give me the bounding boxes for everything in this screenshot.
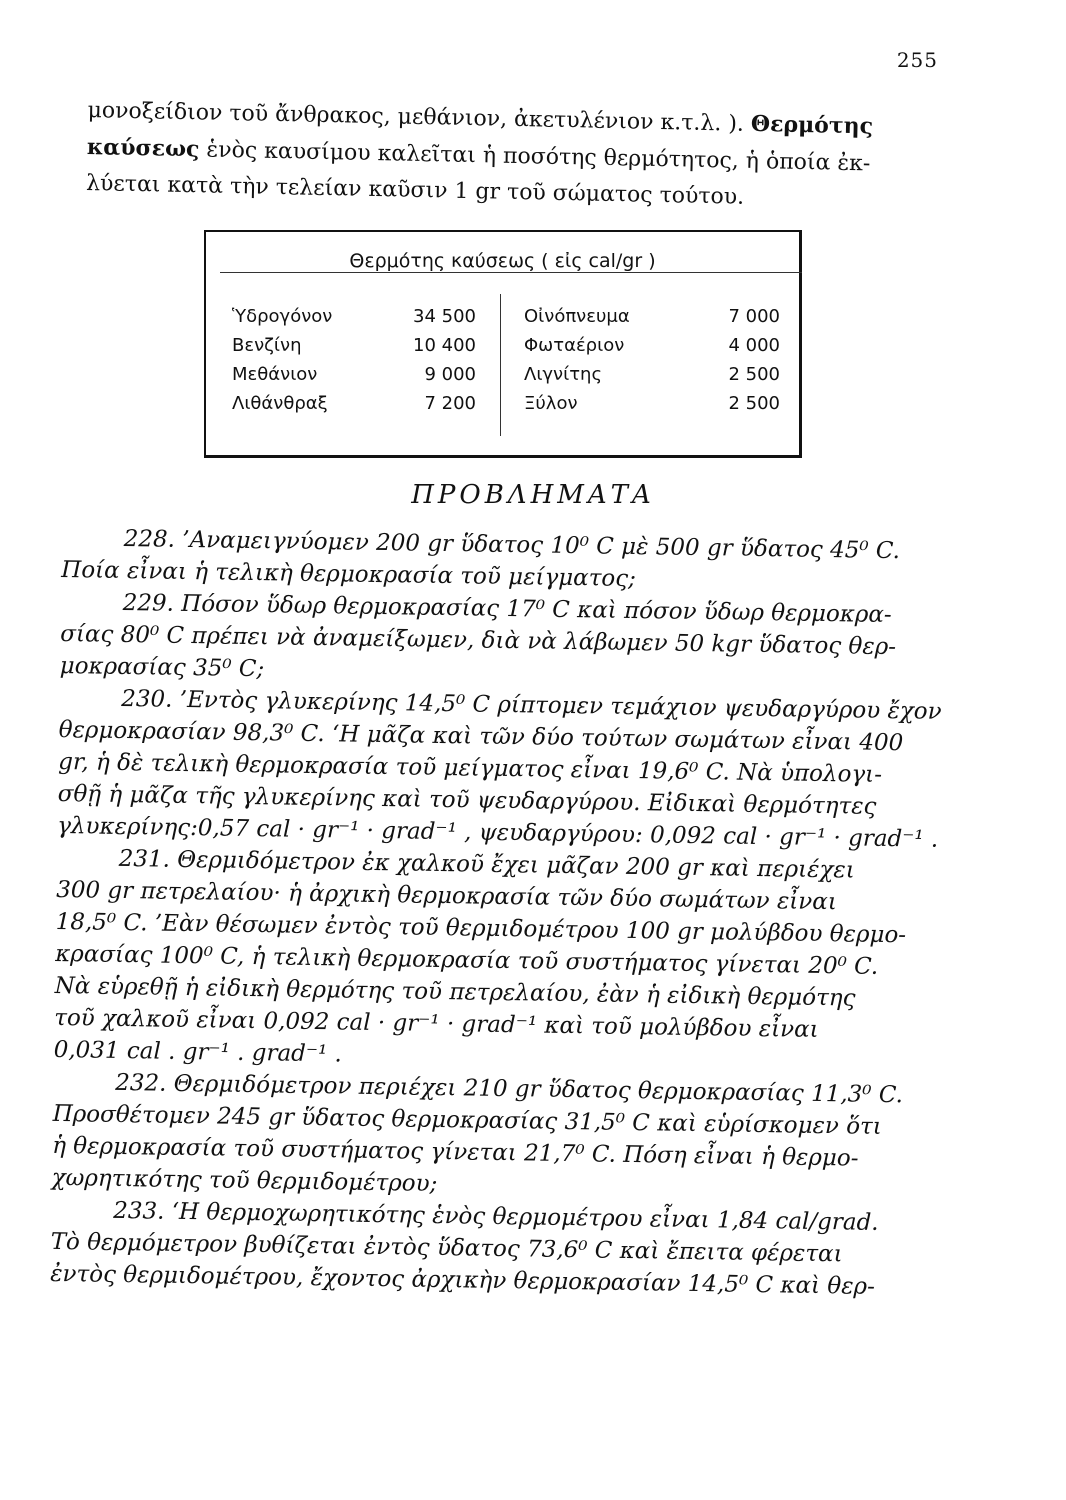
table-cell: Ξύλον: [524, 393, 578, 414]
problem-line: σθῇ ἡ μᾶζα τῆς γλυκερίνης καὶ τοῦ ψευδαργύρου. Εἰδικαὶ θερμότητες: [57, 780, 877, 820]
table-header-rule: [220, 272, 802, 273]
problem-line: 0,031 cal . gr⁻¹ . grad⁻¹ .: [53, 1036, 343, 1068]
table-title: Θερμότης καύσεως ( εἰς cal/gr ): [349, 250, 656, 272]
problem-line: Προσθέτομεν 245 gr ὕδατος θερμοκρασίας 31,5⁰ C καὶ εὑρίσκομεν ὅτι: [52, 1100, 882, 1140]
column-divider: [500, 294, 501, 436]
table-cell: Λιθάνθραξ: [232, 393, 328, 414]
problem-line: 18,5⁰ C. ’Εὰν θέσωμεν ἐντὸς τοῦ θερμιδομέτρου 100 gr μολύβδου θερμο-: [55, 908, 907, 949]
problem-line: κρασίας 100⁰ C, ἡ τελικὴ θερμοκρασία τοῦ συστήματος γίνεται 20⁰ C.: [55, 940, 879, 980]
heat-of-combustion-table: [204, 230, 802, 458]
problem-line: θερμοκρασίαν 98,3⁰ C. ‘Η μᾶζα καὶ τῶν δύο τούτων σωμάτων εἶναι 400: [58, 716, 904, 757]
table-cell: Λιγνίτης: [524, 364, 603, 385]
table-cell: Φωταέριον: [524, 335, 625, 356]
problem-line: 229. Πόσον ὕδωρ θερμοκρασίας 17⁰ C καὶ πόσον ὕδωρ θερμοκρα-: [122, 589, 892, 629]
term-heat-of-combustion: Θερμότης: [750, 110, 874, 140]
problem-line: τοῦ χαλκοῦ εἶναι 0,092 cal · gr⁻¹ · grad⁻¹ καὶ τοῦ μολύβδου εἶναι: [54, 1004, 819, 1043]
table-cell: Μεθάνιον: [232, 364, 318, 385]
problem-line: 231. Θερμιδόμετρον ἐκ χαλκοῦ ἔχει μᾶζαν 200 gr καὶ περιέχει: [118, 845, 855, 884]
problem-line: Ποία εἶναι ἡ τελικὴ θερμοκρασία τοῦ μείγματος;: [61, 556, 637, 593]
left-names-column: [232, 302, 332, 418]
table-cell: 34 500: [413, 306, 476, 327]
problem-line: ἐντὸς θερμιδομέτρου, ἔχοντος ἀρχικὴν θερμοκρασίαν 14,5⁰ C καὶ θερ-: [49, 1260, 876, 1300]
page-number: 255: [896, 48, 938, 72]
term-combustion: καύσεως: [86, 133, 200, 163]
table-cell: 4 000: [728, 335, 780, 356]
table-cell: 7 000: [728, 306, 780, 327]
problem-line: σίας 80⁰ C πρέπει νὰ ἀναμείξωμεν, διὰ νὰ λάβωμεν 50 kgr ὕδατος θερ-: [60, 620, 897, 661]
problem-line: Νὰ εὑρεθῇ ἡ εἰδικὴ θερμότης τοῦ πετρελαίου, ἐὰν ἡ εἰδικὴ θερμότης: [54, 972, 856, 1012]
problem-line: μοκρασίας 35⁰ C;: [59, 652, 265, 683]
problem-line: 230. ’Εντὸς γλυκερίνης 14,5⁰ C ρίπτομεν τεμάχιον ψευδαργύρου ἔχον: [121, 685, 942, 725]
problems-body: [50, 522, 942, 1304]
problem-line: 233. ‘Η θερμοχωρητικότης ἑνὸς θερμομέτρου εἶναι 1,84 cal/grad.: [112, 1197, 879, 1236]
intro-text: μονοξείδιον τοῦ ἄνθρακος, μεθάνιον, ἀκετυλένιον κ.τ.λ. ).: [87, 97, 752, 137]
right-values-column: [666, 302, 780, 418]
table-cell: 2 500: [728, 364, 780, 385]
intro-text: ἑνὸς καυσίμου καλεῖται ἡ ποσότης θερμότητος, ἡ ὁποία ἐκ-: [199, 137, 871, 177]
problem-line: 232. Θερμιδόμετρον περιέχει 210 gr ὕδατος θερμοκρασίας 11,3⁰ C.: [114, 1069, 904, 1109]
table-cell: Βενζίνη: [232, 335, 302, 356]
problem-line: 228. ’Αναμειγνύομεν 200 gr ὕδατος 10⁰ C μὲ 500 gr ὕδατος 45⁰ C.: [123, 525, 901, 565]
left-values-column: [366, 302, 476, 418]
table-cell: 7 200: [424, 393, 476, 414]
intro-line: λύεται κατὰ τὴν τελείαν καῦσιν 1 gr τοῦ σώματος τούτου.: [85, 170, 745, 210]
problem-line: 300 gr πετρελαίου· ἡ ἀρχικὴ θερμοκρασία τῶν δύο σωμάτων εἶναι: [56, 876, 838, 916]
table-cell: 10 400: [413, 335, 476, 356]
table-cell: 9 000: [424, 364, 476, 385]
table-cell: Οἰνόπνευμα: [524, 306, 630, 327]
problem-line: γλυκερίνης:0,57 cal · gr⁻¹ · grad⁻¹ , ψευδαργύρου: 0,092 cal · gr⁻¹ · grad⁻¹ .: [57, 812, 939, 853]
table-cell: Ὑδρογόνον: [232, 306, 333, 327]
problem-line: Τὸ θερμόμετρον βυθίζεται ἐντὸς ὕδατος 73,6⁰ C καὶ ἔπειτα φέρεται: [50, 1228, 843, 1268]
problems-heading: ΠΡΟΒΛΗΜΑΤΑ: [411, 480, 655, 510]
problem-line: gr, ἡ δὲ τελικὴ θερμοκρασία τοῦ μείγματος εἶναι 19,6⁰ C. Νὰ ὑπολογι-: [58, 748, 883, 788]
problem-line: χωρητικότης τοῦ θερμιδομέτρου;: [51, 1164, 438, 1197]
problem-line: ἡ θερμοκρασία τοῦ συστήματος γίνεται 21,7⁰ C. Πόση εἶναι ἡ θερμο-: [51, 1132, 859, 1172]
right-names-column: [524, 302, 630, 418]
intro-paragraph: [86, 92, 948, 220]
table-cell: 2 500: [728, 393, 780, 414]
